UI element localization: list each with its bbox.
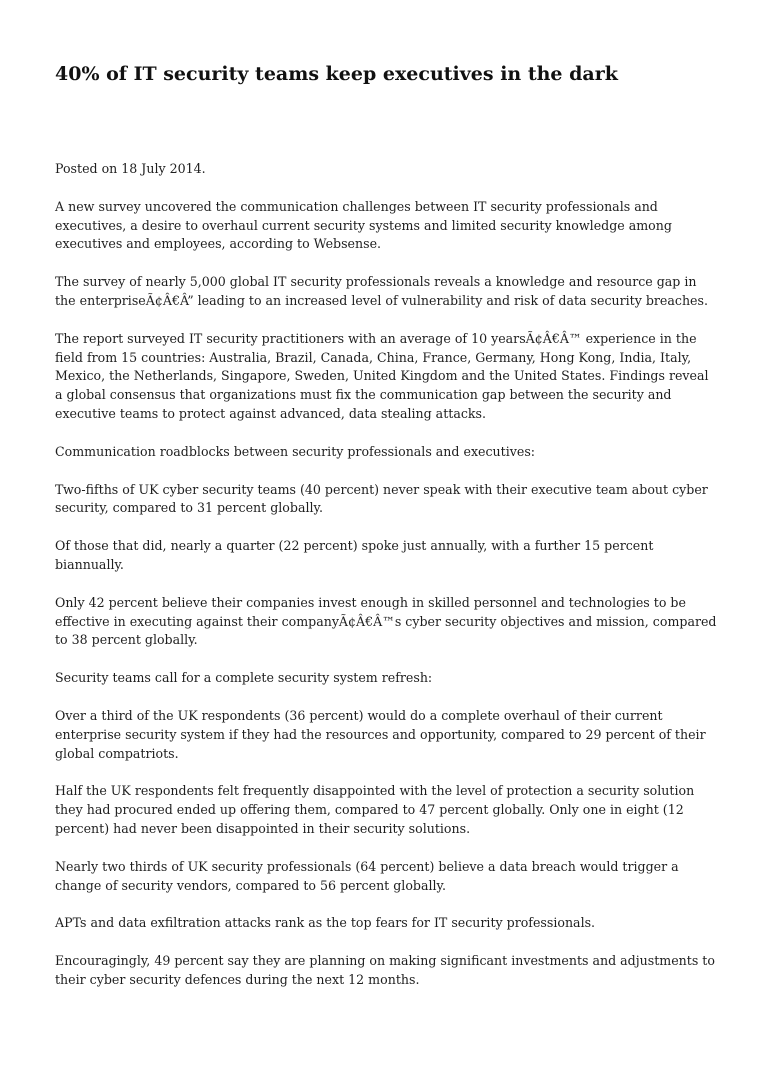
paragraph-disappointed: Half the UK respondents felt frequently disappointed with the level of protection a security solution they had procured ended up offering them, compared to 47 percent globally. Only one in eight (12 percent) had never been disappointed in their security solutions. bbox=[55, 783, 695, 836]
article-title: 40% of IT security teams keep executives in the dark bbox=[55, 63, 618, 85]
subheading-system-refresh: Security teams call for a complete security system refresh: bbox=[55, 670, 433, 686]
paragraph-invest-enough: Only 42 percent believe their companies invest enough in skilled personnel and technologies to be effective in executing against their companyÃ¢Â€Â™s cyber security objectives and mission, compared to 38 percent globally. bbox=[55, 594, 717, 648]
paragraph-vendor-change: Nearly two thirds of UK security professionals (64 percent) believe a data breach would trigger a change of security vendors, compared to 56 percent globally. bbox=[55, 858, 679, 893]
paragraph-quarter-annually: Of those that did, nearly a quarter (22 percent) spoke just annually, with a further 15 percent biannually. bbox=[55, 538, 654, 572]
paragraph-report-countries: The report surveyed IT security practitioners with an average of 10 yearsÃ¢Â€Â™ experience in the field from 15 countries: Australia, Brazil, Canada, China, France, Germany, Hong Kong, India, Italy, Mexico, the Netherlands, Singapore, Sweden, United Kingdom and the United States. Findings reveal a global consensus that organizations must fix the communication gap between the security and executive teams to protect against advanced, data stealing attacks. bbox=[55, 330, 709, 421]
posted-date: Posted on 18 July 2014. bbox=[55, 161, 206, 176]
paragraph-investments: Encouragingly, 49 percent say they are planning on making significant investments and adjustments to their cyber security defences during the next 12 months. bbox=[55, 953, 715, 987]
paragraph-overhaul: Over a third of the UK respondents (36 percent) would do a complete overhaul of their current enterprise security system if they had the resources and opportunity, compared to 29 percent of their global compatriots. bbox=[55, 707, 706, 761]
subheading-communication-roadblocks: Communication roadblocks between security professionals and executives: bbox=[55, 443, 536, 459]
paragraph-two-fifths: Two-fifths of UK cyber security teams (40 percent) never speak with their executive team about cyber security, compared to 31 percent globally. bbox=[55, 481, 708, 516]
paragraph-top-fears: APTs and data exfiltration attacks rank as the top fears for IT security professionals. bbox=[55, 915, 596, 931]
paragraph-survey-gap: The survey of nearly 5,000 global IT security professionals reveals a knowledge and resource gap in the enterpriseÃ¢Â€Â” leading to an increased level of vulnerability and risk of data security breaches. bbox=[55, 274, 708, 308]
article-body bbox=[55, 160, 720, 1009]
paragraph-intro: A new survey uncovered the communication challenges between IT security professionals and executives, a desire to overhaul current security systems and limited security knowledge among executives and employees, according to Websense. bbox=[55, 198, 672, 252]
